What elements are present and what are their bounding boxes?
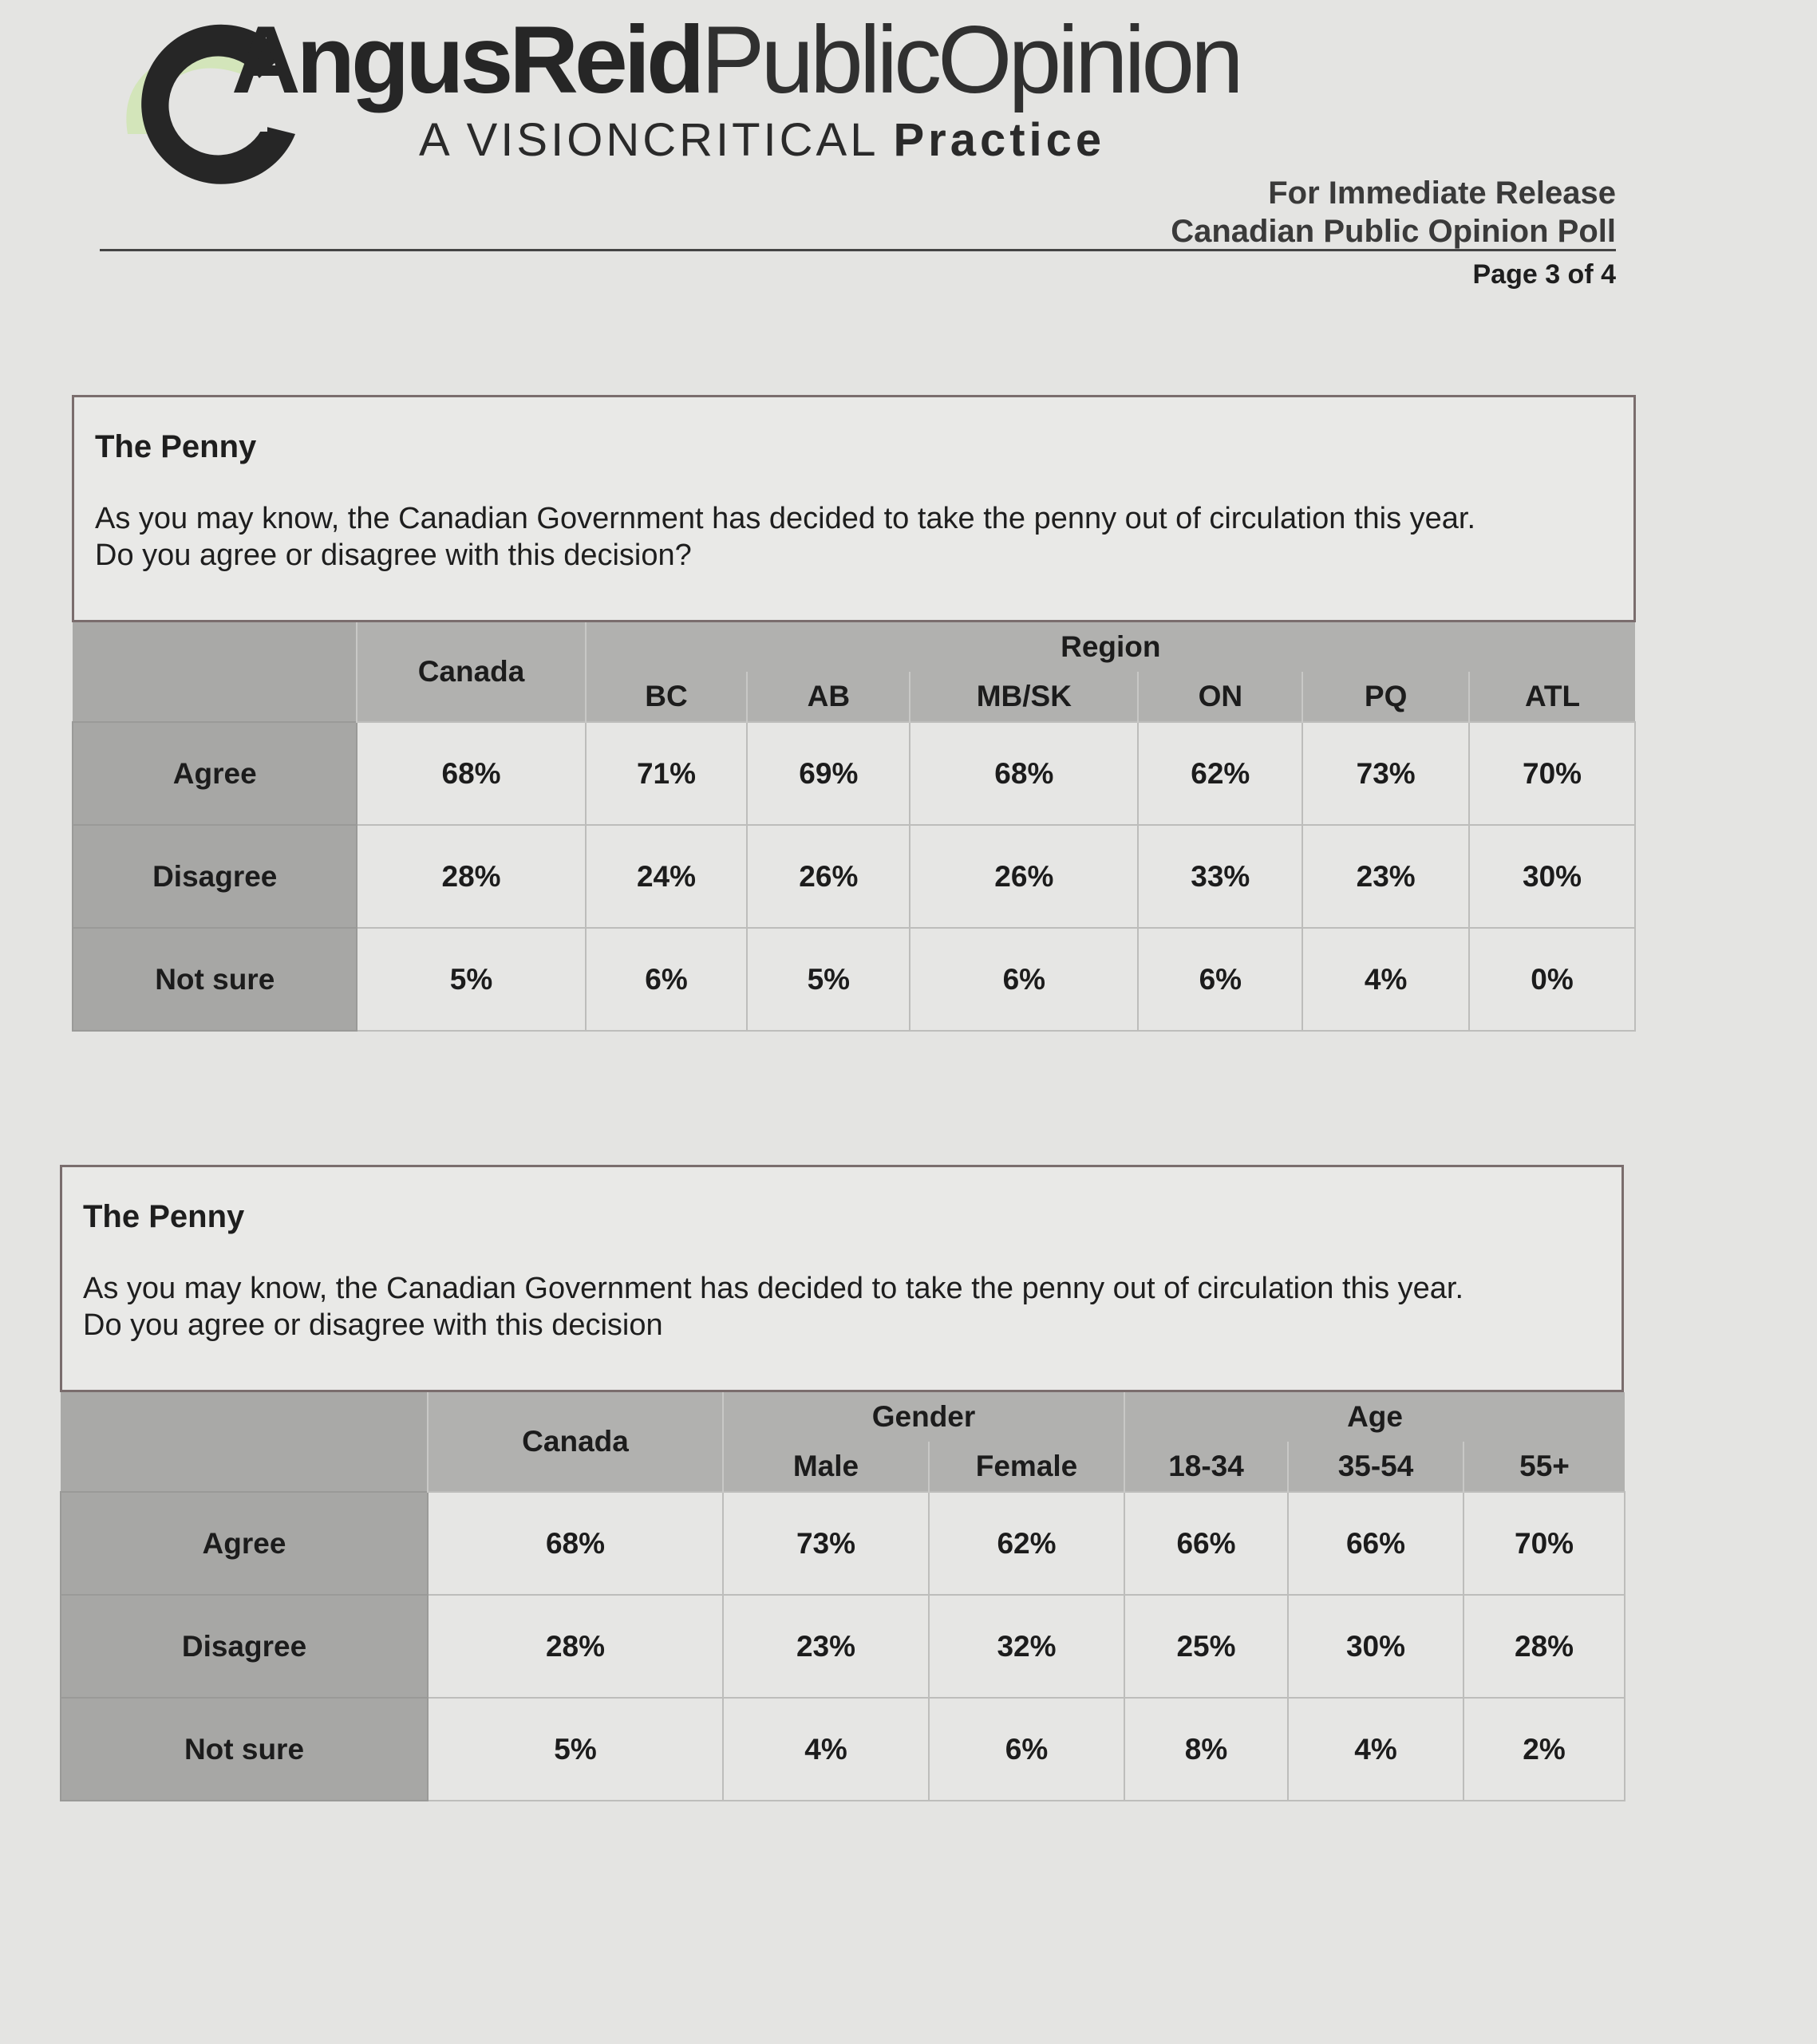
demographic-results-table	[60, 1392, 1625, 1801]
question-box	[72, 395, 1636, 622]
cell-value: 25%	[1124, 1595, 1288, 1698]
question-box	[60, 1165, 1624, 1392]
col-header: ATL	[1469, 672, 1635, 722]
cell-value: 24%	[586, 825, 748, 928]
col-header-canada: Canada	[357, 622, 585, 722]
cell-value: 6%	[586, 928, 748, 1031]
cell-value: 32%	[929, 1595, 1124, 1698]
cell-value: 73%	[1302, 722, 1469, 825]
cell-value: 6%	[929, 1698, 1124, 1801]
question-title: The Penny	[95, 429, 257, 464]
cell-value: 6%	[1138, 928, 1302, 1031]
brand-name-light: PublicOpinion	[701, 6, 1240, 113]
cell-value: 69%	[747, 722, 910, 825]
cell-value: 26%	[910, 825, 1138, 928]
row-label: Agree	[61, 1492, 428, 1595]
col-header: 55+	[1463, 1442, 1625, 1492]
col-header: Female	[929, 1442, 1124, 1492]
cell-value: 4%	[1302, 928, 1469, 1031]
table-row	[61, 1698, 1625, 1801]
question-line: Do you agree or disagree with this decision	[83, 1308, 663, 1342]
cell-value: 26%	[747, 825, 910, 928]
question-title: The Penny	[83, 1199, 245, 1234]
release-label: For Immediate Release	[1268, 176, 1616, 211]
col-header: Male	[723, 1442, 929, 1492]
row-label: Disagree	[61, 1595, 428, 1698]
cell-value: 70%	[1469, 722, 1635, 825]
cell-value: 68%	[428, 1492, 723, 1595]
cell-value: 8%	[1124, 1698, 1288, 1801]
tagline-suffix: Practice	[893, 114, 1106, 166]
cell-value: 23%	[723, 1595, 929, 1698]
cell-value: 66%	[1288, 1492, 1463, 1595]
group-header-age: Age	[1124, 1392, 1625, 1442]
corner-cell	[61, 1392, 428, 1492]
header-divider	[100, 249, 1616, 251]
cell-value: 68%	[357, 722, 585, 825]
cell-value: 68%	[910, 722, 1138, 825]
question-line: As you may know, the Canadian Government has decided to take the penny out of circulation this year.	[95, 502, 1476, 535]
brand-tagline	[419, 113, 1105, 167]
cell-value: 2%	[1463, 1698, 1625, 1801]
group-header-region: Region	[586, 622, 1635, 672]
question-line: As you may know, the Canadian Government has decided to take the penny out of circulation this year.	[83, 1272, 1464, 1305]
cell-value: 62%	[929, 1492, 1124, 1595]
cell-value: 70%	[1463, 1492, 1625, 1595]
cell-value: 30%	[1469, 825, 1635, 928]
col-header: BC	[586, 672, 748, 722]
cell-value: 0%	[1469, 928, 1635, 1031]
row-label: Not sure	[73, 928, 357, 1031]
cell-value: 28%	[428, 1595, 723, 1698]
cell-value: 28%	[1463, 1595, 1625, 1698]
row-label: Agree	[73, 722, 357, 825]
cell-value: 71%	[586, 722, 748, 825]
cell-value: 30%	[1288, 1595, 1463, 1698]
row-label: Disagree	[73, 825, 357, 928]
cell-value: 4%	[723, 1698, 929, 1801]
region-table-panel	[72, 395, 1636, 1032]
table-row	[61, 1492, 1625, 1595]
cell-value: 23%	[1302, 825, 1469, 928]
tagline-prefix: A VISIONCRITICAL	[419, 114, 878, 166]
cell-value: 6%	[910, 928, 1138, 1031]
cell-value: 5%	[357, 928, 585, 1031]
cell-value: 33%	[1138, 825, 1302, 928]
region-results-table	[72, 622, 1636, 1032]
cell-value: 5%	[747, 928, 910, 1031]
col-header-canada: Canada	[428, 1392, 723, 1492]
table-row	[73, 928, 1635, 1031]
cell-value: 73%	[723, 1492, 929, 1595]
poll-label: Canadian Public Opinion Poll	[1171, 214, 1616, 249]
cell-value: 5%	[428, 1698, 723, 1801]
table-row	[73, 825, 1635, 928]
col-header: 18-34	[1124, 1442, 1288, 1492]
cell-value: 28%	[357, 825, 585, 928]
col-header: MB/SK	[910, 672, 1138, 722]
group-header-gender: Gender	[723, 1392, 1124, 1442]
demographic-table-panel	[60, 1165, 1624, 1801]
table-row	[61, 1595, 1625, 1698]
cell-value: 62%	[1138, 722, 1302, 825]
corner-cell	[73, 622, 357, 722]
question-text	[95, 500, 1613, 574]
col-header: 35-54	[1288, 1442, 1463, 1492]
col-header: PQ	[1302, 672, 1469, 722]
cell-value: 4%	[1288, 1698, 1463, 1801]
question-line: Do you agree or disagree with this decision?	[95, 539, 692, 572]
brand-name	[231, 0, 1240, 120]
page-number: Page 3 of 4	[1472, 259, 1616, 290]
cell-value: 66%	[1124, 1492, 1288, 1595]
table-row	[73, 722, 1635, 825]
col-header: ON	[1138, 672, 1302, 722]
brand-name-bold: AngusReid	[231, 6, 701, 113]
question-text	[83, 1270, 1601, 1344]
row-label: Not sure	[61, 1698, 428, 1801]
col-header: AB	[747, 672, 910, 722]
